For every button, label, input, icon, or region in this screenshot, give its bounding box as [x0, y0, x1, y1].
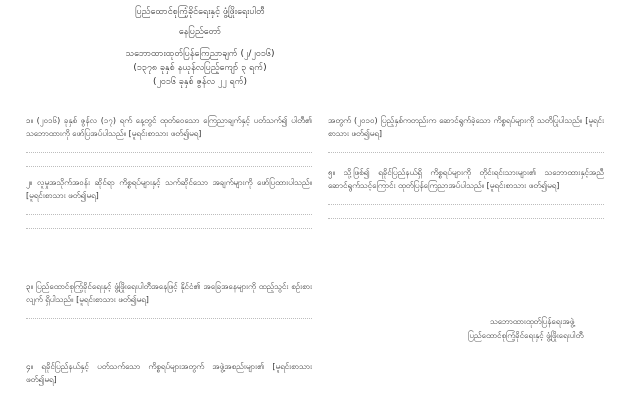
- para-text: ပြည်ထောင်စုကြံ့ခိုင်ရေးနှင့် ဖွံ့ဖြိုးရေးပါတီအနေဖြင့် နိုင်ငံ၏ အခြေအနေများကို ထည့်သွင်း စဉ်းစားလျက် ရှိပါသည်။ [မူရင်းစာသား ဖတ်၍မရ]: [26, 282, 312, 304]
- right-para-2: [328, 166, 604, 223]
- para-number: ၅။: [328, 168, 335, 177]
- text-line: [328, 195, 604, 205]
- signature-line-1: သဘောထားထုတ်ပြန်ရေးအဖွဲ့: [490, 317, 575, 326]
- text-line: [26, 219, 312, 229]
- signature-line-2: ပြည်ထောင်စုကြံ့ခိုင်ရေးနှင့် ဖွံ့ဖြိုးရေးပါတီ: [468, 331, 584, 340]
- para-text: (၂၀၁၆) ခုနှစ် ဇွန်လ (၁၇) ရက် နေ့တွင် ထုတ်ဝေသော ကြေညာချက်နှင့် ပတ်သက်၍ ပါတီ၏ သဘောထားကို ဖော်ပြအပ်ပါသည်။ [မူရင်းစာသား ဖတ်၍မရ]: [26, 116, 313, 138]
- para-text: ရခိုင်ပြည်နယ်နှင့် ပတ်သက်သော ကိစ္စရပ်များအတွက် အဖွဲ့အစည်းများ၏ [မူရင်းစာသား ဖတ်၍မရ]: [26, 362, 312, 384]
- para-number: ၄။: [26, 362, 33, 371]
- right-para-1: [328, 114, 604, 157]
- statement-title: သဘောထားထုတ်ပြန်ကြေညာချက် (၂/၂၀၁၆): [125, 49, 275, 59]
- party-name: ပြည်ထောင်စုကြံ့ခိုင်ရေးနှင့် ဖွံ့ဖြိုးရေးပါတီ: [135, 7, 265, 17]
- left-para-1: [26, 114, 312, 171]
- text-line: [26, 309, 312, 319]
- city-name: နေပြည်တော်: [178, 27, 222, 37]
- text-line: [26, 143, 312, 153]
- text-line: [26, 157, 312, 167]
- date-myanmar: (၁၃၇၈ ခုနှစ် နယုန်လပြည့်ကျော် ၃ ရက်): [133, 63, 267, 73]
- left-para-4: [26, 360, 312, 386]
- para-text: သို့ဖြစ်၍ ရခိုင်ပြည်နယ်ရှိ ကိစ္စရပ်များကို တိုင်းရင်းသားများ၏ သဘောထားနှင့်အညီ ဆောင်ရွက်သင့်ကြောင်း ထုတ်ပြန်ကြေညာအပ်ပါသည်။ [မူရင်းစာသား ဖတ်၍မရ]: [328, 168, 604, 190]
- text-line: [26, 205, 312, 215]
- text-line: [328, 209, 604, 219]
- text-line: [328, 143, 604, 153]
- para-text: လူမှုအသိုက်အဝန်း ဆိုင်ရာ ကိစ္စရပ်များနှင့် သက်ဆိုင်သော အချက်များကို ဖော်ပြထားပါသည်။ [မူရင်းစာသား ဖတ်၍မရ]: [26, 178, 312, 200]
- para-text: အတွက် (၂၀၁၀) ပြည့်နှစ်ကတည်းက ဆောင်ရွက်ခဲ့သော ကိစ္စရပ်များကို သတိပြုပါသည်။ [မူရင်းစာသား ဖတ်၍မရ]: [328, 116, 604, 138]
- para-number: ၃။: [26, 282, 33, 291]
- para-number: ၁။: [26, 116, 33, 125]
- date-gregorian: (၂၀၁၆ ခုနှစ် ဇွန်လ ၂၂ ရက်): [152, 77, 248, 87]
- left-para-3: [26, 280, 312, 323]
- para-number: ၂။: [26, 178, 33, 187]
- left-para-2: [26, 176, 312, 233]
